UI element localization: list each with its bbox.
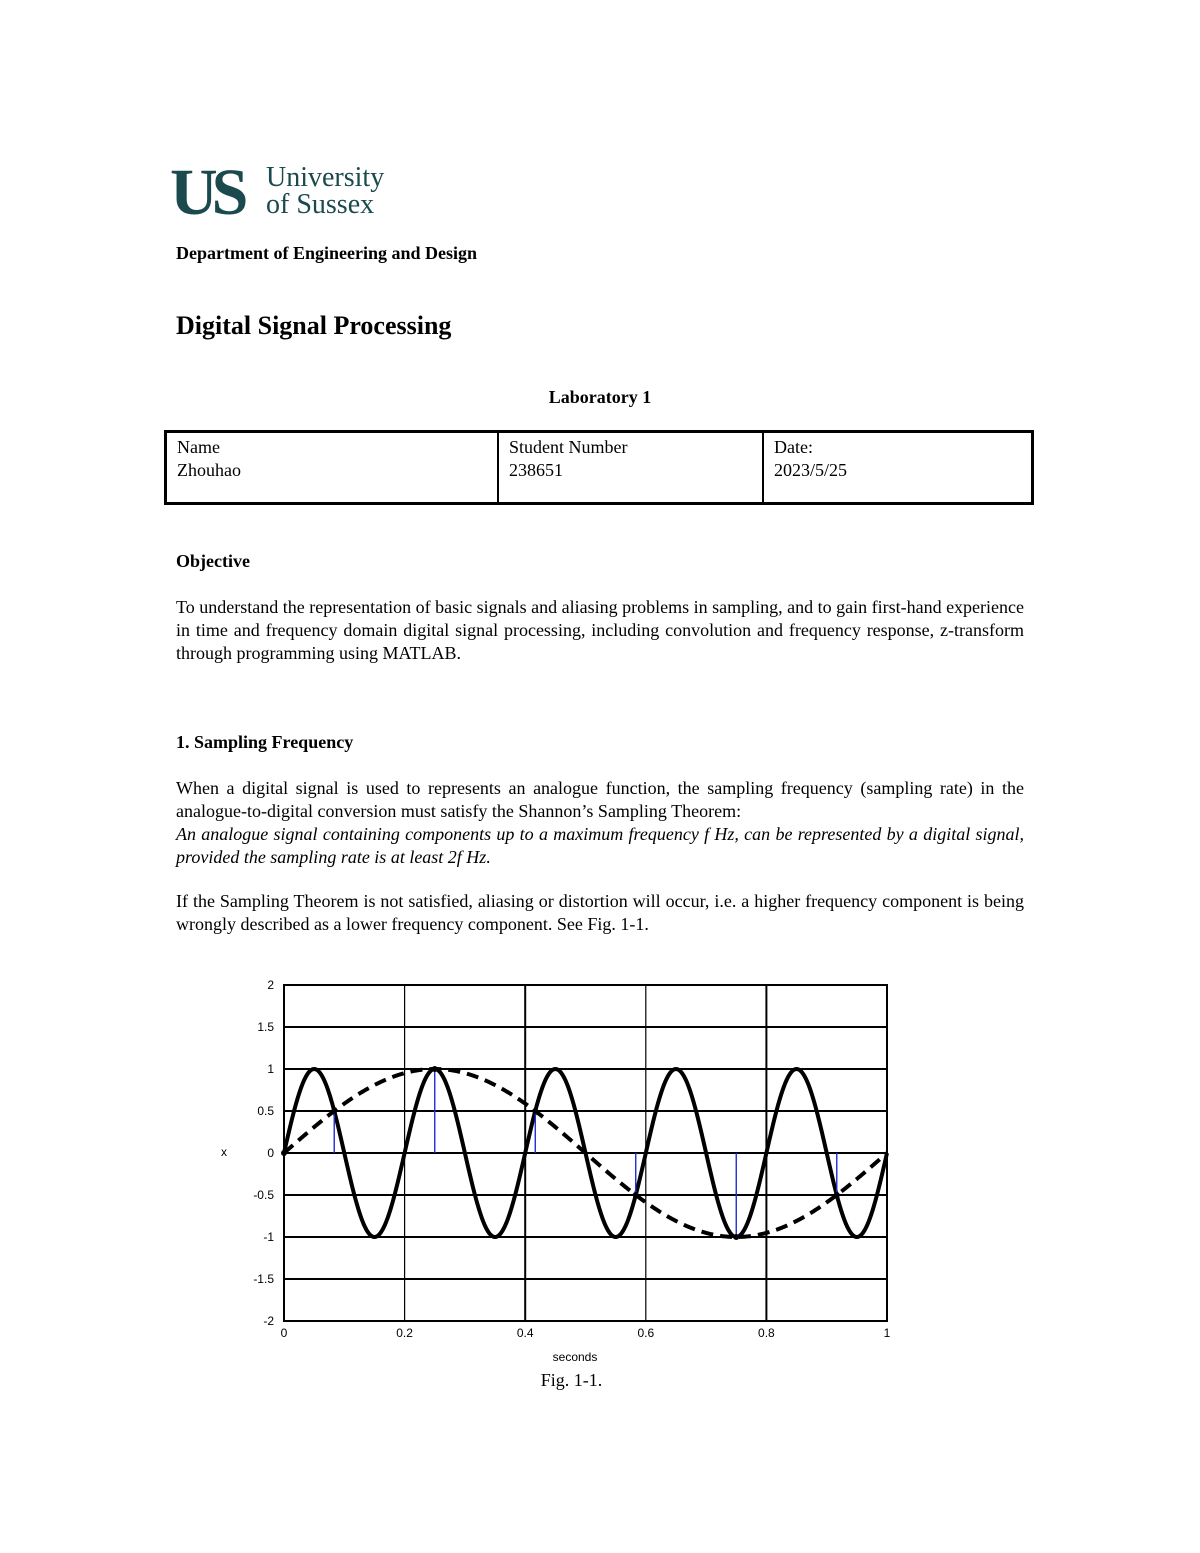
chart-svg [210, 975, 910, 1367]
x-tick-label: 0.4 [516, 1326, 534, 1340]
date-value: 2023/5/25 [774, 460, 848, 480]
x-axis-label: seconds [552, 1350, 598, 1364]
objective-paragraph: To understand the representation of basic signals and aliasing problems in sampling, and to gain first-hand experience in time and frequency domain digital signal processing, including convolution and frequency response, z-transform through programming using MATLAB. [176, 597, 1025, 663]
y-tick-label: 0 [267, 1146, 274, 1160]
x-tick-label: 0 [280, 1326, 288, 1340]
info-table [164, 430, 1034, 505]
x-tick-label: 0.6 [637, 1326, 655, 1340]
logo-mark: US [170, 156, 243, 229]
section-1-paragraph-1: When a digital signal is used to represents an analogue function, the sampling frequency (sampling rate) in the analogue-to-digital conversion must satisfy the Shannon’s Sampling Theorem: [176, 778, 1024, 821]
y-axis-label: x [221, 1145, 227, 1159]
logo-line2: of Sussex [266, 189, 375, 220]
name-cell [166, 432, 499, 504]
department: Department of Engineering and Design [176, 243, 477, 263]
section-1-theorem: An analogue signal containing components up to a maximum frequency f Hz, can be represented by a digital signal, provided the sampling rate is at least 2f Hz. [176, 824, 1024, 867]
y-tick-label: -1.5 [253, 1272, 274, 1286]
y-tick-label: -0.5 [253, 1188, 274, 1202]
y-tick-label: 0.5 [257, 1104, 274, 1118]
objective-heading: Objective [176, 551, 250, 571]
university-logo [170, 156, 410, 230]
x-tick-label: 1 [883, 1326, 891, 1340]
y-tick-label: -2 [263, 1314, 274, 1328]
sample-point [834, 1192, 840, 1198]
logo-line1: University [266, 162, 385, 193]
name-label: Name [177, 437, 220, 457]
date-label: Date: [774, 437, 813, 457]
lab-title: Laboratory 1 [548, 387, 652, 407]
sample-point [432, 1066, 438, 1072]
y-tick-label: 1.5 [257, 1020, 274, 1034]
student-number-value: 238651 [509, 460, 563, 480]
figure-caption: Fig. 1-1. [540, 1370, 603, 1390]
y-tick-label: 2 [267, 978, 274, 992]
y-tick-label: -1 [263, 1230, 274, 1244]
logo-text [266, 164, 384, 218]
y-tick-label: 1 [267, 1062, 274, 1076]
sample-point [281, 1150, 287, 1156]
section-1-text [176, 777, 1024, 936]
section-1-paragraph-2: If the Sampling Theorem is not satisfied, aliasing or distortion will occur, i.e. a higher frequency component is being wrongly described as a lower frequency component. See Fig. 1-1. [176, 891, 1024, 934]
sample-point [633, 1192, 639, 1198]
objective-text [176, 596, 1024, 665]
figure-1-1-chart [210, 975, 910, 1367]
x-tick-label: 0.2 [396, 1326, 413, 1340]
sample-point [733, 1234, 739, 1240]
section-1-heading: 1. Sampling Frequency [176, 732, 354, 752]
date-cell [763, 432, 1033, 504]
student-number-label: Student Number [509, 437, 628, 457]
student-number-cell [498, 432, 763, 504]
sample-point [331, 1108, 337, 1114]
name-value: Zhouhao [177, 460, 241, 480]
page-title: Digital Signal Processing [176, 311, 452, 340]
x-tick-label: 0.8 [758, 1326, 775, 1340]
sample-point [532, 1108, 538, 1114]
